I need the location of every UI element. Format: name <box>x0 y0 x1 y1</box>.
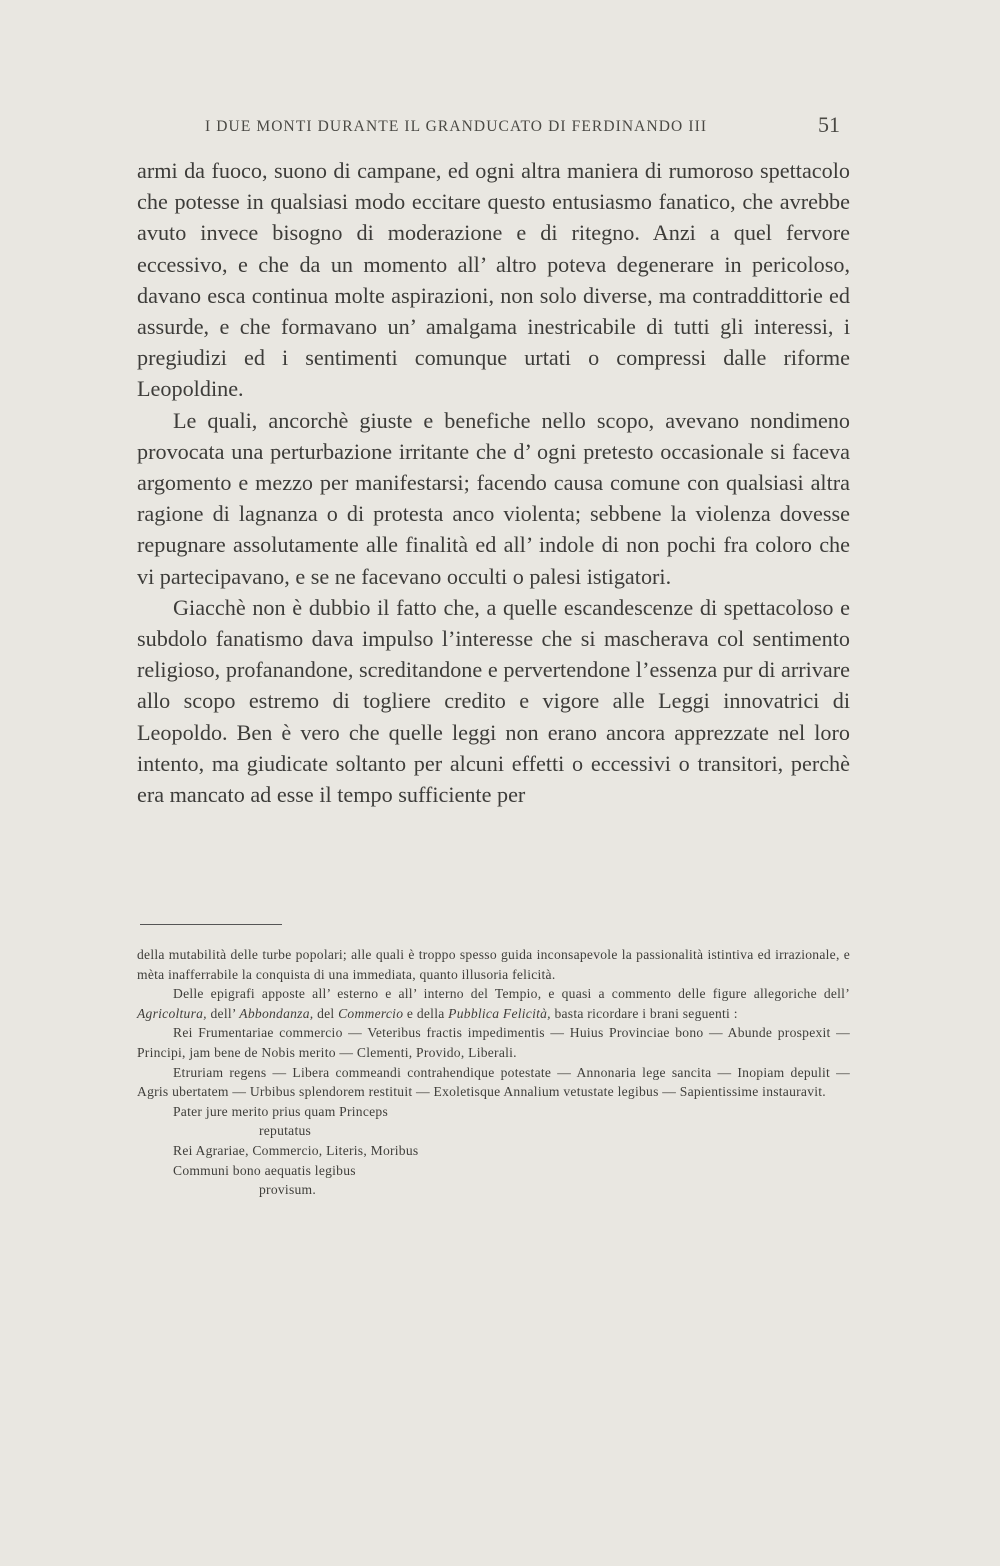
running-title: I DUE MONTI DURANTE IL GRANDUCATO DI FERDINANDO III <box>205 118 708 135</box>
main-text <box>137 155 850 810</box>
verse-epigraph <box>137 1102 850 1200</box>
footnote-continuation: della mutabilità delle turbe popolari; alle quali è troppo spesso guida inconsapevole la passionalità istintiva ed irrazionale, e mèta inafferrabile la conquista di una immediata, quanto illusoria felicità. <box>137 947 850 982</box>
figure-name: Abbondanza, <box>239 1005 314 1021</box>
footnote-epigraphs-intro: Delle epigrafi apposte all’ esterno e all’ interno del Tempio, e quasi a commento delle figure allegoriche dell’ Agricoltura, dell’ Abbondanza, del Commercio e della Pubblica Felicità, basta ricordare i brani seguenti : <box>137 986 850 1021</box>
epigraph: Rei Frumentariae commercio — Veteribus fractis impedimentis — Huius Provinciae bono — Abunde prospexit — Principi, jam bene de Nobis merito — Clementi, Provido, Liberali. <box>137 1025 850 1060</box>
figure-name: Commercio <box>338 1005 404 1021</box>
figure-name: Pubblica Felicità, <box>448 1005 551 1021</box>
footnote-separator <box>140 924 282 925</box>
paragraph: Le quali, ancorchè giuste e benefiche nello scopo, avevano nondimeno provocata una perturbazione irritante che d’ ogni pretesto occasionale si faceva argomento e mezzo per manifestarsi; facendo causa comune con qualsiasi altra ragione di lagnanza o di protesta anco violenta; sebbene la violenza dovesse repugnare assolutamente alle finalità ed all’ indole di non pochi fra coloro che vi partecipavano, e se ne facevano occulti o palesi istigatori. <box>137 407 850 589</box>
footnote <box>137 945 850 1200</box>
verse-line: reputatus <box>259 1123 312 1139</box>
page-number: 51 <box>818 112 840 137</box>
verse-line: Rei Agrariae, Commercio, Literis, Moribus <box>173 1142 419 1158</box>
verse-line: Communi bono aequatis legibus <box>173 1162 356 1178</box>
verse-line: provisum. <box>259 1182 317 1198</box>
paragraph: Giacchè non è dubbio il fatto che, a quelle escandescenze di spettacoloso e subdolo fanatismo dava impulso l’interesse che si mascherava col sentimento religioso, profanandone, screditandone e pervertendone l’essenza pur di arrivare allo scopo estremo di togliere credito e vigore alle Leggi innovatrici di Leopoldo. Ben è vero che quelle leggi non erano ancora apprezzate nel loro intento, ma giudicate soltanto per alcuni effetti o eccessivi o transitori, perchè era mancato ad esse il tempo sufficiente per <box>137 594 850 808</box>
epigraph: Etruriam regens — Libera commeandi contrahendique potestate — Annonaria lege sancita — Inopiam depulit — Agris ubertatem — Urbibus splendorem restituit — Exoletisque Annalium vetustate legibus — Sapientissime instauravit. <box>137 1064 850 1100</box>
paragraph-continuation: armi da fuoco, suono di campane, ed ogni altra maniera di rumoroso spettacolo che potesse in qualsiasi modo eccitare questo entusiasmo fanatico, che avrebbe avuto invece bisogno di moderazione e di ritegno. Anzi a quel fervore eccessivo, e che da un momento all’ altro poteva degenerare in pericoloso, davano esca continua molte aspirazioni, non solo diverse, ma contraddittorie ed assurde, e che formavano un’ amalgama inestricabile di tutti gli interessi, i pregiudizi ed i sentimenti comunque urtati o compressi dalle riforme Leopoldine. <box>137 158 850 402</box>
figure-name: Agricoltura, <box>137 1005 207 1021</box>
verse-line: Pater jure merito prius quam Princeps <box>173 1103 388 1119</box>
